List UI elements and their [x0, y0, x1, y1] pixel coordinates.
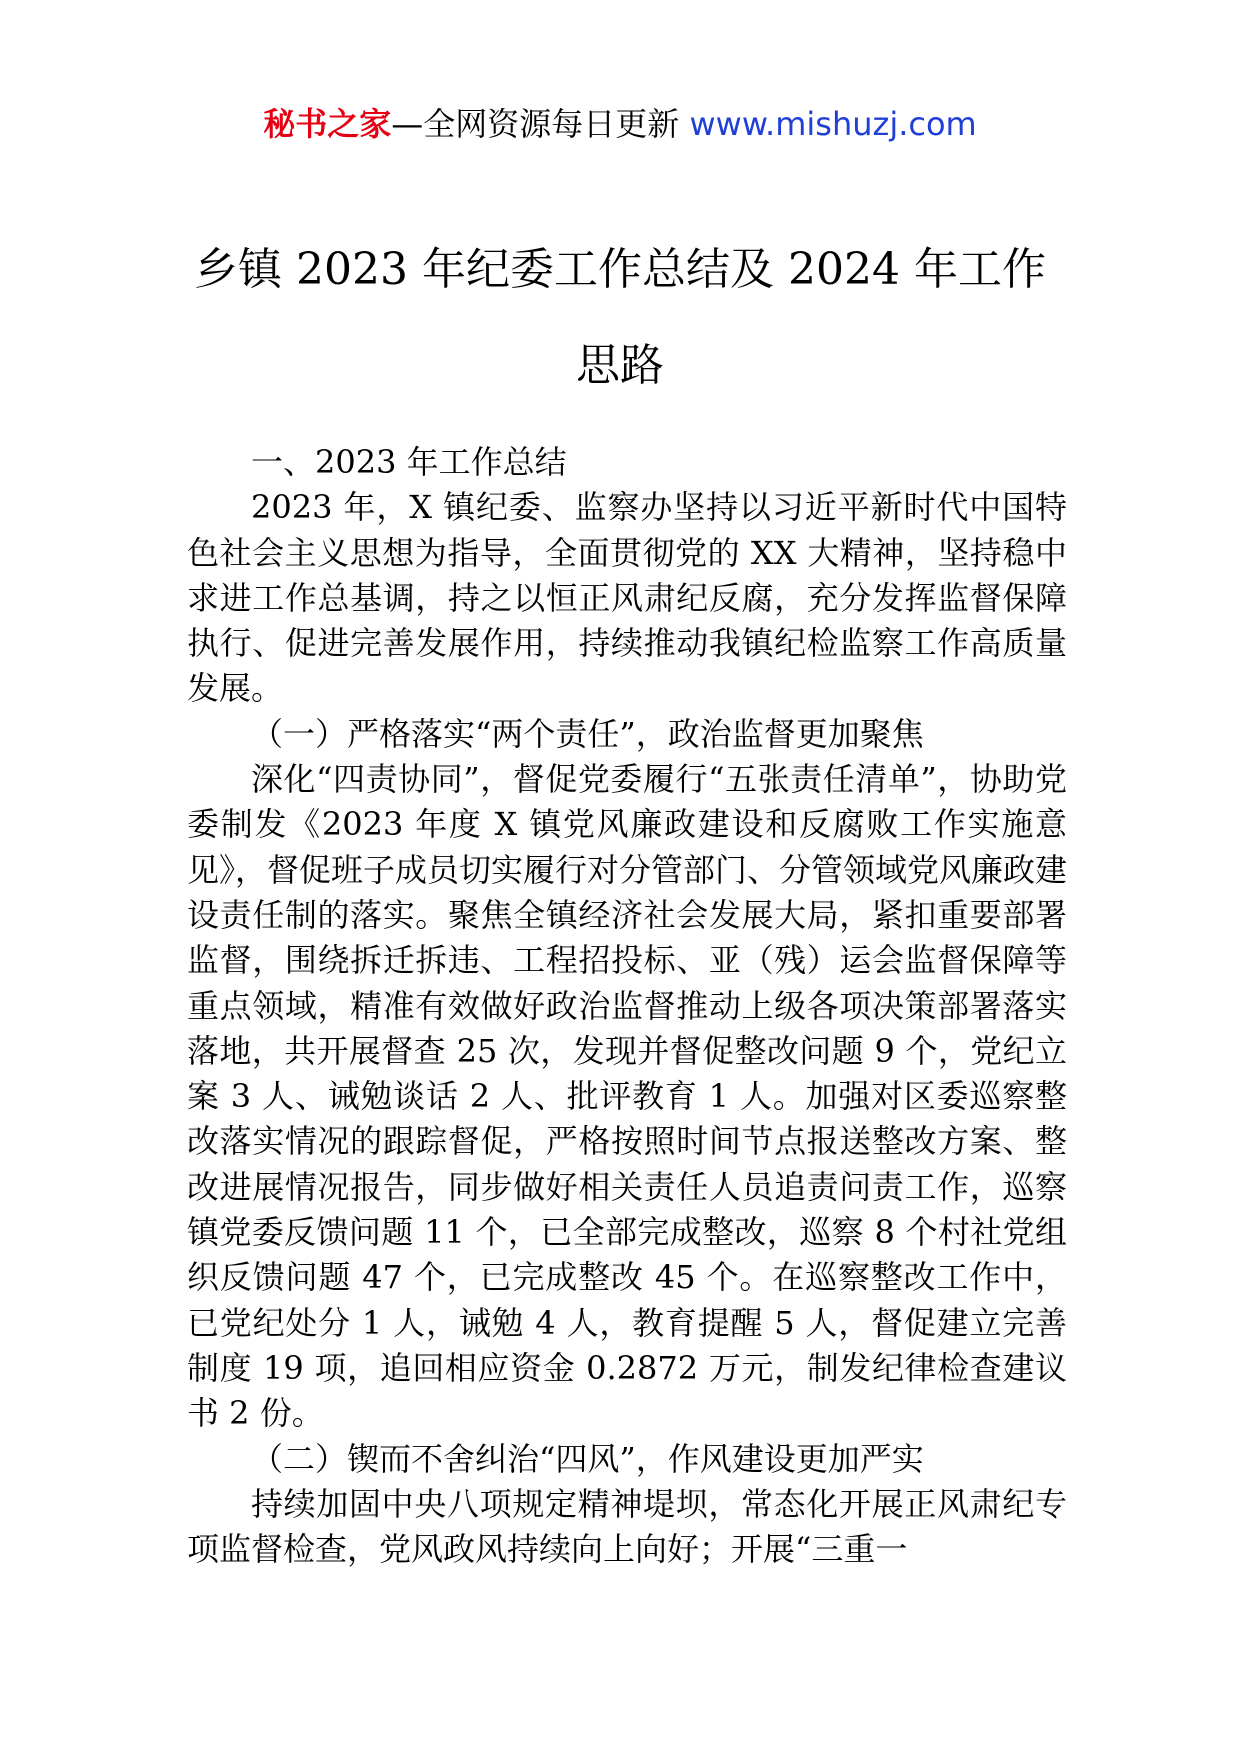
document-body — [187, 440, 1067, 1572]
banner-slogan: —全网资源每日更新 — [391, 105, 690, 143]
section-heading: 一、2023 年工作总结 — [251, 443, 567, 481]
body-paragraph: 持续加固中央八项规定精神堤坝，常态化开展正风肃纪专项监督检查，党风政风持续向上向好；开展“三重一 — [187, 1484, 1067, 1569]
title-line-2: 思路 — [576, 340, 664, 391]
body-paragraph: 2023 年，X 镇纪委、监察办坚持以习近平新时代中国特色社会主义思想为指导，全面贯彻党的 XX 大精神，坚持稳中求进工作总基调，持之以恒正风肃纪反腐，充分发挥监督保障执行、促进完善发展作用，持续推动我镇纪检监察工作高质量发展。 — [187, 488, 1067, 708]
subsection-heading: （二）锲而不舍纠治“四风”，作风建设更加严实 — [251, 1439, 924, 1478]
banner-url-link[interactable]: www.mishuzj.com — [689, 105, 977, 143]
document-title — [170, 222, 1070, 414]
title-line-1: 乡镇 2023 年纪委工作总结及 2024 年工作 — [194, 244, 1046, 295]
body-paragraph: 深化“四责协同”，督促党委履行“五张责任清单”，协助党委制发《2023 年度 X 镇党风廉政建设和反腐败工作实施意见》，督促班子成员切实履行对分管部门、分管领域党风廉政建设责任制的落实。聚焦全镇经济社会发展大局，紧扣重要部署监督，围绕拆迁拆违、工程招投标、亚（残）运会监督保障等重点领域，精准有效做好政治监督推动上级各项决策部署落实落地，共开展督查 25 次，发现并督促整改问题 9 个，党纪立案 3 人、诫勉谈话 2 人、批评教育 1 人。加强对区委巡察整改落实情况的跟踪督促，严格按照时间节点报送整改方案、整改进展情况报告，同步做好相关责任人员追责问责工作，巡察镇党委反馈问题 11 个，已全部完成整改，巡察 8 个村社党组织反馈问题 47 个，已完成整改 45 个。在巡察整改工作中，已党纪处分 1 人，诫勉 4 人，教育提醒 5 人，督促建立完善制度 19 项，追回相应资金 0.2872 万元，制发纪律检查建议书 2 份。 — [187, 760, 1068, 1433]
banner-brand: 秘书之家 — [263, 105, 392, 143]
site-banner — [0, 100, 1240, 148]
subsection-heading: （一）严格落实“两个责任”，政治监督更加聚焦 — [251, 714, 924, 753]
